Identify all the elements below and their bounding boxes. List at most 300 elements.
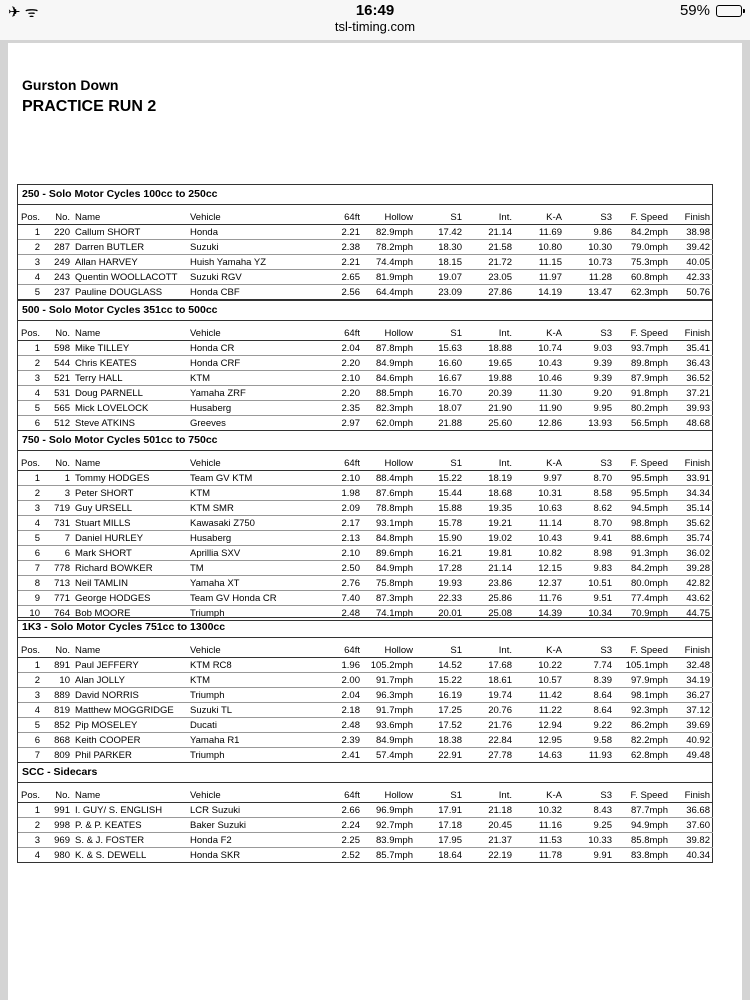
column-header-ka[interactable]: K-A [512,326,562,341]
cell-name: Mick LOVELOCK [70,401,187,416]
cell-finish: 37.12 [668,703,713,718]
cell-number: 544 [40,356,70,371]
cell-name: Tommy HODGES [70,471,187,486]
column-header-s3[interactable]: S3 [562,210,612,225]
cell-name: Matthew MOGGRIDGE [70,703,187,718]
cell-finish: 37.21 [668,386,713,401]
table-row [18,516,713,531]
cell-name: Keith COOPER [70,733,187,748]
cell-name: Quentin WOOLLACOTT [70,270,187,285]
cell-name: Allan HARVEY [70,255,187,270]
cell-ka: 12.15 [512,561,562,576]
cell-number: 891 [40,658,70,673]
cell-number: 10 [40,673,70,688]
cell-64ft: 2.24 [303,818,360,833]
column-header-ka[interactable]: K-A [512,210,562,225]
cell-number: 565 [40,401,70,416]
cell-name: Callum SHORT [70,225,187,240]
cell-pos: 1 [18,225,40,240]
cell-number: 237 [54,286,70,298]
cell-64ft: 2.09 [303,501,360,516]
column-header-number[interactable]: No. [40,210,70,225]
cell-pos: 4 [18,270,40,285]
cell-finish: 43.62 [668,591,713,606]
cell-finish: 36.27 [668,688,713,703]
column-header-finish[interactable]: Finish [668,326,713,341]
cell-name: K. & S. DEWELL [75,849,147,861]
cell-finish: 35.74 [668,531,713,546]
cell-int: 25.86 [462,591,512,606]
cell-pos: 3 [18,255,40,270]
cell-name: Alan JOLLY [70,673,187,688]
cell-finish: 35.41 [668,341,713,356]
cell-64ft: 2.21 [303,255,360,270]
table-row [18,371,713,386]
column-header-name[interactable]: Name [70,643,187,658]
column-header-name[interactable]: Name [70,788,187,803]
cell-ka: 11.42 [512,688,562,703]
cell-int: 25.08 [488,607,512,619]
cell-fspeed: 98.8mph [612,516,668,531]
column-header-s1[interactable]: S1 [413,456,462,471]
cell-name: I. GUY/ S. ENGLISH [70,803,187,818]
cell-int: 19.88 [462,371,512,386]
run-title: PRACTICE RUN 2 [22,98,157,115]
cell-ka: 10.63 [512,501,562,516]
cell-fspeed: 95.5mph [612,471,668,486]
cell-int: 19.35 [462,501,512,516]
cell-s1: 17.95 [413,833,462,848]
column-header-vehicle[interactable]: Vehicle [187,643,303,658]
column-header-pos[interactable]: Pos. [18,210,40,225]
column-header-s3[interactable]: S3 [562,788,612,803]
cell-int: 18.88 [462,341,512,356]
results-table [18,456,713,620]
column-header-fspeed[interactable]: F. Speed [612,456,668,471]
cell-fspeed: 56.5mph [631,417,668,429]
cell-s3: 8.43 [562,803,612,818]
cell-number: 243 [40,270,70,285]
cell-s1: 18.38 [413,733,462,748]
cell-s1: 20.01 [438,607,462,619]
cell-vehicle: Triumph [190,749,225,761]
cell-number: 1 [40,471,70,486]
cell-s1: 17.42 [413,225,462,240]
cell-hollow: 81.9mph [360,270,413,285]
cell-fspeed: 84.2mph [612,225,668,240]
cell-fspeed: 80.2mph [612,401,668,416]
cell-s3: 8.62 [562,501,612,516]
cell-int: 21.58 [462,240,512,255]
cell-int: 21.90 [462,401,512,416]
column-header-fspeed[interactable]: F. Speed [612,326,668,341]
column-header-s3[interactable]: S3 [562,643,612,658]
cell-s3: 10.51 [562,576,612,591]
cell-pos: 5 [34,286,40,298]
table-row [18,703,713,718]
cell-finish: 36.52 [668,371,713,386]
column-header-name[interactable]: Name [70,456,187,471]
column-header-int[interactable]: Int. [462,210,512,225]
cell-finish: 36.68 [668,803,713,818]
column-header-number[interactable]: No. [40,643,70,658]
cell-s1: 15.78 [413,516,462,531]
cell-number: 980 [54,849,70,861]
cell-ka: 11.69 [512,225,562,240]
cell-hollow: 78.8mph [360,501,413,516]
cell-hollow: 74.1mph [376,607,413,619]
table-row [18,356,713,371]
table-row [18,225,713,240]
address-bar-url[interactable]: tsl-timing.com [334,19,416,34]
cell-fspeed: 75.3mph [612,255,668,270]
cell-hollow: 96.9mph [360,803,413,818]
cell-ka: 11.90 [512,401,562,416]
column-header-64ft[interactable]: 64ft [303,643,360,658]
table-row [18,486,713,501]
cell-s1: 17.52 [413,718,462,733]
cell-vehicle: Yamaha ZRF [187,386,303,401]
cell-s3: 13.47 [588,286,612,298]
airplane-wifi-icon: ✈ ᯤ [8,4,39,21]
cell-pos: 6 [34,417,40,429]
column-header-s1[interactable]: S1 [413,210,462,225]
cell-name: Pip MOSELEY [70,718,187,733]
cell-pos: 4 [18,386,40,401]
cell-hollow: 62.0mph [376,417,413,429]
cell-name: Doug PARNELL [70,386,187,401]
cell-name: Bob MOORE [75,607,131,619]
cell-64ft: 2.10 [303,371,360,386]
table-row [18,471,713,486]
cell-name: David NORRIS [70,688,187,703]
cell-hollow: 82.9mph [360,225,413,240]
cell-hollow: 93.1mph [360,516,413,531]
cell-name: George HODGES [70,591,187,606]
column-header-int[interactable]: Int. [462,788,512,803]
cell-number: 731 [40,516,70,531]
cell-ka: 10.80 [512,240,562,255]
column-header-number[interactable]: No. [40,456,70,471]
cell-s1: 18.07 [413,401,462,416]
cell-s3: 9.86 [562,225,612,240]
cell-finish: 39.69 [668,718,713,733]
cell-vehicle: KTM [187,673,303,688]
cell-name: Darren BUTLER [70,240,187,255]
cell-int: 21.37 [462,833,512,848]
cell-s1: 16.60 [413,356,462,371]
cell-hollow: 83.9mph [360,833,413,848]
column-header-hollow[interactable]: Hollow [360,326,413,341]
table-header-row [18,326,713,341]
table-row [18,341,713,356]
column-header-int[interactable]: Int. [462,456,512,471]
cell-pos: 3 [18,688,40,703]
cell-s1: 17.18 [413,818,462,833]
column-header-number[interactable]: No. [40,326,70,341]
cell-s3: 10.34 [588,607,612,619]
cell-pos: 5 [18,718,40,733]
column-header-64ft[interactable]: 64ft [303,788,360,803]
cell-vehicle: Honda CBF [190,286,240,298]
column-header-vehicle[interactable]: Vehicle [187,326,303,341]
cell-number: 969 [40,833,70,848]
table-row [18,591,713,606]
cell-number: 778 [40,561,70,576]
cell-number: 713 [40,576,70,591]
cell-name: Peter SHORT [70,486,187,501]
clock: 16:49 [355,2,395,19]
cell-64ft: 2.48 [341,607,360,619]
cell-hollow: 88.4mph [360,471,413,486]
cell-64ft: 2.65 [303,270,360,285]
cell-name: Terry HALL [70,371,187,386]
column-header-hollow[interactable]: Hollow [360,643,413,658]
cell-ka: 11.14 [512,516,562,531]
column-header-int[interactable]: Int. [462,643,512,658]
column-header-64ft[interactable]: 64ft [303,210,360,225]
cell-int: 20.76 [462,703,512,718]
cell-fspeed: 97.9mph [612,673,668,688]
cell-int: 20.45 [462,818,512,833]
cell-pos: 1 [18,341,40,356]
status-bar [0,0,750,40]
cell-int: 21.18 [462,803,512,818]
cell-name: Guy URSELL [70,501,187,516]
column-header-pos[interactable]: Pos. [18,456,40,471]
results-section [17,300,713,431]
cell-vehicle: Husaberg [187,531,303,546]
column-header-finish[interactable]: Finish [668,456,713,471]
cell-s3: 9.58 [562,733,612,748]
cell-int: 18.61 [462,673,512,688]
cell-number: 764 [54,607,70,619]
column-header-pos[interactable]: Pos. [18,643,40,658]
cell-hollow: 91.7mph [360,703,413,718]
column-header-ka[interactable]: K-A [512,456,562,471]
cell-ka: 12.37 [512,576,562,591]
cell-number: 771 [40,591,70,606]
cell-fspeed: 82.2mph [612,733,668,748]
cell-pos: 5 [18,401,40,416]
cell-number: 512 [54,417,70,429]
cell-name: Chris KEATES [70,356,187,371]
table-header-row [18,788,713,803]
table-row [18,733,713,748]
cell-number: 819 [40,703,70,718]
cell-hollow: 82.3mph [360,401,413,416]
cell-pos: 4 [18,703,40,718]
cell-number: 998 [40,818,70,833]
cell-s3: 9.39 [562,371,612,386]
column-header-ka[interactable]: K-A [512,788,562,803]
cell-int: 19.02 [462,531,512,546]
cell-finish: 39.82 [668,833,713,848]
column-header-fspeed[interactable]: F. Speed [612,788,668,803]
cell-ka: 11.76 [512,591,562,606]
cell-ka: 12.86 [538,417,562,429]
column-header-finish[interactable]: Finish [668,643,713,658]
cell-ka: 11.15 [512,255,562,270]
cell-int: 18.19 [462,471,512,486]
section-title: 1K3 - Solo Motor Cycles 751cc to 1300cc [18,618,712,638]
cell-vehicle: Honda F2 [187,833,303,848]
cell-vehicle: Honda [187,225,303,240]
cell-int: 17.68 [462,658,512,673]
column-header-name[interactable]: Name [70,326,187,341]
cell-s1: 15.44 [413,486,462,501]
results-table [18,210,713,299]
cell-number: 6 [40,546,70,561]
cell-name: Mark SHORT [70,546,187,561]
column-header-number[interactable]: No. [40,788,70,803]
cell-finish: 32.48 [668,658,713,673]
cell-fspeed: 84.2mph [612,561,668,576]
cell-s3: 9.03 [562,341,612,356]
cell-finish: 49.48 [686,749,710,761]
column-header-hollow[interactable]: Hollow [360,456,413,471]
cell-pos: 3 [18,501,40,516]
event-title: Gurston Down [22,77,119,93]
column-header-int[interactable]: Int. [462,326,512,341]
cell-number: 521 [40,371,70,386]
column-header-hollow[interactable]: Hollow [360,210,413,225]
cell-ka: 10.57 [512,673,562,688]
cell-vehicle: Suzuki TL [187,703,303,718]
cell-ka: 11.53 [512,833,562,848]
cell-name: Steve ATKINS [75,417,136,429]
column-header-vehicle[interactable]: Vehicle [187,210,303,225]
cell-name: Paul JEFFERY [70,658,187,673]
results-section [17,430,713,621]
cell-ka: 10.74 [512,341,562,356]
cell-s3: 9.51 [562,591,612,606]
battery-percent: 59% [679,2,710,19]
cell-int: 25.60 [488,417,512,429]
cell-64ft: 2.97 [341,417,360,429]
column-header-vehicle[interactable]: Vehicle [187,456,303,471]
cell-s3: 10.33 [562,833,612,848]
column-header-name[interactable]: Name [70,210,187,225]
cell-vehicle: KTM RC8 [187,658,303,673]
cell-s1: 17.28 [413,561,462,576]
table-row [18,416,713,431]
cell-s1: 16.21 [413,546,462,561]
column-header-s1[interactable]: S1 [413,643,462,658]
cell-hollow: 105.2mph [360,658,413,673]
cell-ka: 10.43 [512,531,562,546]
cell-hollow: 96.3mph [360,688,413,703]
column-header-s3[interactable]: S3 [562,456,612,471]
column-header-finish[interactable]: Finish [668,788,713,803]
table-row [18,576,713,591]
cell-fspeed: 62.8mph [631,749,668,761]
column-header-hollow[interactable]: Hollow [360,788,413,803]
cell-fspeed: 85.8mph [612,833,668,848]
cell-finish: 34.19 [668,673,713,688]
cell-int: 19.81 [462,546,512,561]
cell-s3: 9.83 [562,561,612,576]
table-row [18,285,713,300]
cell-int: 21.72 [462,255,512,270]
cell-s3: 8.70 [562,516,612,531]
cell-vehicle: Yamaha XT [187,576,303,591]
column-header-s1[interactable]: S1 [413,326,462,341]
cell-fspeed: 79.0mph [612,240,668,255]
column-header-fspeed[interactable]: F. Speed [612,643,668,658]
cell-s1: 17.25 [413,703,462,718]
results-table [18,643,713,762]
cell-hollow: 87.6mph [360,486,413,501]
cell-int: 23.05 [462,270,512,285]
cell-ka: 11.78 [538,849,562,861]
cell-pos: 1 [18,658,40,673]
column-header-pos[interactable]: Pos. [18,788,40,803]
column-header-s3[interactable]: S3 [562,326,612,341]
cell-finish: 42.33 [668,270,713,285]
section-title: SCC - Sidecars [18,763,712,783]
cell-pos: 6 [18,546,40,561]
table-row [18,658,713,673]
cell-hollow: 92.7mph [360,818,413,833]
cell-name: Richard BOWKER [70,561,187,576]
cell-finish: 50.76 [686,286,710,298]
cell-64ft: 1.96 [303,658,360,673]
table-row [18,501,713,516]
cell-vehicle: Husaberg [187,401,303,416]
cell-ka: 12.95 [512,733,562,748]
section-title: 500 - Solo Motor Cycles 351cc to 500cc [18,301,712,321]
cell-s1: 18.30 [413,240,462,255]
cell-64ft: 2.17 [303,516,360,531]
cell-64ft: 7.40 [303,591,360,606]
cell-64ft: 2.18 [303,703,360,718]
column-header-64ft[interactable]: 64ft [303,456,360,471]
cell-s3: 10.30 [562,240,612,255]
cell-int: 18.68 [462,486,512,501]
cell-finish: 42.82 [668,576,713,591]
table-row [18,748,713,763]
cell-ka: 14.19 [538,286,562,298]
cell-s3: 9.39 [562,356,612,371]
cell-pos: 9 [18,591,40,606]
cell-ka: 10.31 [512,486,562,501]
cell-vehicle: Yamaha R1 [187,733,303,748]
column-header-pos[interactable]: Pos. [18,326,40,341]
cell-64ft: 2.10 [303,546,360,561]
column-header-64ft[interactable]: 64ft [303,326,360,341]
column-header-finish[interactable]: Finish [668,210,713,225]
cell-pos: 10 [29,607,40,619]
cell-s3: 9.91 [593,849,612,861]
cell-number: 991 [40,803,70,818]
cell-fspeed: 87.9mph [612,371,668,386]
cell-hollow: 88.5mph [360,386,413,401]
cell-64ft: 2.52 [341,849,360,861]
column-header-s1[interactable]: S1 [413,788,462,803]
cell-hollow: 84.9mph [360,561,413,576]
cell-fspeed: 86.2mph [612,718,668,733]
cell-pos: 3 [18,371,40,386]
cell-64ft: 2.39 [303,733,360,748]
column-header-ka[interactable]: K-A [512,643,562,658]
table-row [18,270,713,285]
cell-ka: 11.22 [512,703,562,718]
column-header-fspeed[interactable]: F. Speed [612,210,668,225]
cell-int: 22.19 [488,849,512,861]
cell-ka: 11.97 [512,270,562,285]
column-header-vehicle[interactable]: Vehicle [187,788,303,803]
